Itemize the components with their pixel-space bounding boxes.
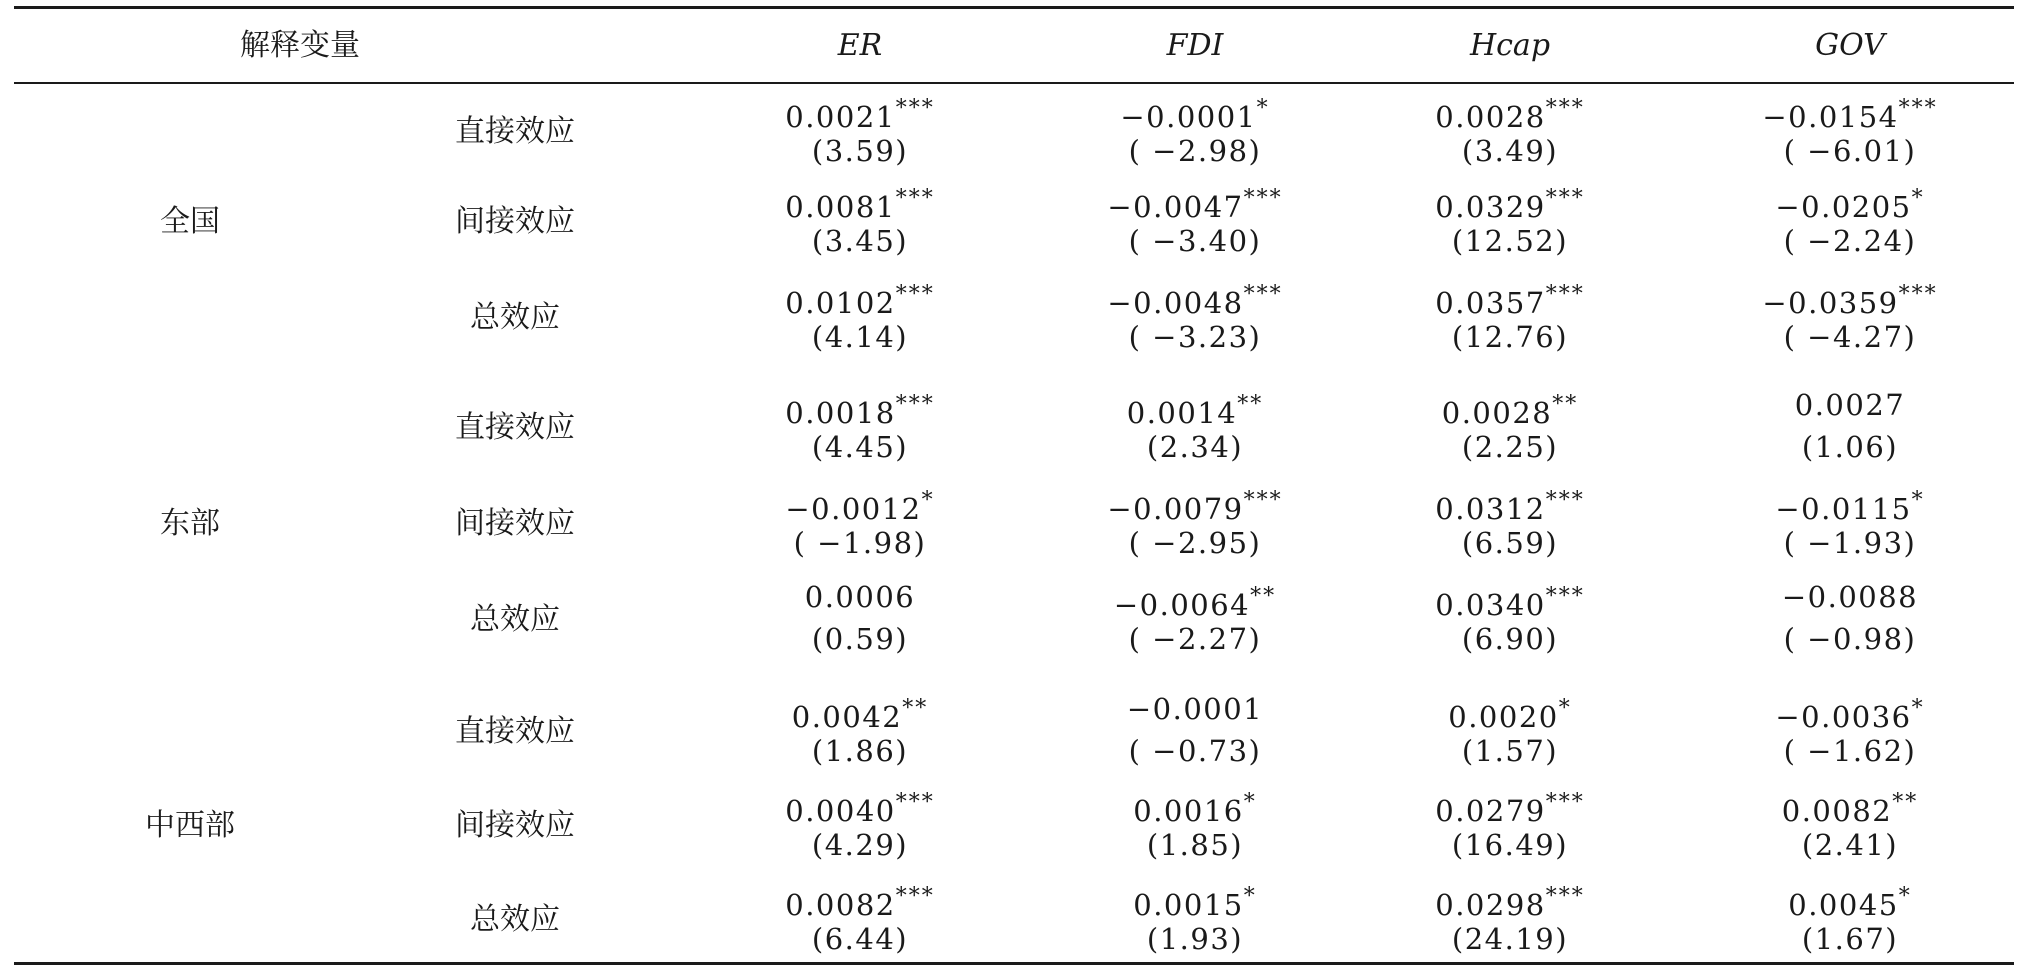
coefficient-number: 0.0027	[1794, 388, 1906, 422]
coefficient-value	[1045, 274, 1345, 320]
coefficient-value	[1045, 688, 1345, 730]
coefficient-value	[1360, 480, 1660, 526]
t-statistic: (1.93)	[1146, 922, 1244, 956]
region-label: 东部	[160, 506, 220, 541]
cell-hcap	[1360, 384, 1660, 468]
coefficient-number: 0.0082	[1781, 794, 1893, 828]
cell-er	[710, 876, 1010, 960]
cell-fdi	[1045, 576, 1345, 660]
cell-fdi	[1045, 88, 1345, 172]
coefficient-number: −0.0359	[1762, 286, 1899, 320]
significance-stars: ***	[895, 282, 935, 307]
t-statistic: (12.76)	[1451, 320, 1569, 354]
coefficient-number: 0.0018	[785, 396, 896, 430]
coefficient-value	[1360, 384, 1660, 430]
significance-stars: *	[1898, 884, 1912, 909]
region-label: 中西部	[145, 808, 235, 843]
t-statistic: (3.59)	[811, 134, 909, 168]
t-statistic: (4.45)	[811, 430, 909, 464]
t-statistic: ( −2.98)	[1128, 134, 1262, 168]
coefficient-number: 0.0102	[785, 286, 896, 320]
coefficient-value	[1045, 480, 1345, 526]
t-statistic: ( −0.73)	[1128, 734, 1262, 768]
cell-fdi	[1045, 274, 1345, 358]
significance-stars: ***	[895, 186, 935, 211]
coefficient-value	[1045, 178, 1345, 224]
coefficient-number: 0.0312	[1435, 492, 1546, 526]
t-statistic: (4.29)	[811, 828, 909, 862]
cell-gov	[1700, 688, 2000, 772]
significance-stars: ***	[1545, 488, 1585, 513]
coefficient-value	[1045, 384, 1345, 430]
coefficient-number: −0.0012	[785, 492, 922, 526]
t-statistic: (6.90)	[1461, 622, 1559, 656]
t-statistic: ( −2.95)	[1128, 526, 1262, 560]
cell-er	[710, 384, 1010, 468]
t-statistic: ( −1.98)	[793, 526, 927, 560]
cell-fdi	[1045, 782, 1345, 866]
coefficient-number: 0.0014	[1126, 396, 1238, 430]
coefficient-number: 0.0081	[785, 190, 896, 224]
coefficient-number: 0.0298	[1435, 888, 1546, 922]
coefficient-number: −0.0064	[1113, 588, 1251, 622]
effect-label: 直接效应	[455, 114, 575, 149]
coefficient-number: 0.0082	[785, 888, 896, 922]
cell-hcap	[1360, 782, 1660, 866]
t-statistic: (1.86)	[811, 734, 909, 768]
coefficient-value	[1045, 782, 1345, 828]
coefficient-number: 0.0020	[1448, 700, 1559, 734]
significance-stars: *	[921, 488, 935, 513]
coefficient-value	[1360, 88, 1660, 134]
cell-er	[710, 480, 1010, 564]
significance-stars: ***	[895, 790, 935, 815]
cell-gov	[1700, 88, 2000, 172]
coefficient-number: 0.0040	[785, 794, 896, 828]
cell-hcap	[1360, 876, 1660, 960]
significance-stars: ***	[1545, 790, 1585, 815]
coefficient-number: 0.0021	[785, 100, 896, 134]
significance-stars: *	[1911, 186, 1925, 211]
coefficient-value	[1700, 782, 2000, 828]
coefficient-value	[1700, 384, 2000, 426]
coefficient-number: 0.0015	[1133, 888, 1244, 922]
t-statistic: (24.19)	[1451, 922, 1569, 956]
coefficient-value	[1360, 876, 1660, 922]
cell-er	[710, 576, 1010, 660]
significance-stars: *	[1243, 790, 1257, 815]
coefficient-number: 0.0028	[1435, 100, 1546, 134]
t-statistic: (4.14)	[811, 320, 909, 354]
coefficient-value	[710, 480, 1010, 526]
coefficient-value	[1700, 480, 2000, 526]
t-statistic: (1.85)	[1146, 828, 1244, 862]
effect-label: 间接效应	[455, 204, 575, 239]
significance-stars: *	[1243, 884, 1257, 909]
significance-stars: ***	[1545, 884, 1585, 909]
coefficient-value	[710, 384, 1010, 430]
cell-hcap	[1360, 576, 1660, 660]
header-col-hcap: Hcap	[1469, 28, 1551, 63]
effect-label: 间接效应	[455, 506, 575, 541]
header-col-er: ER	[837, 28, 883, 63]
significance-stars: **	[1250, 584, 1277, 609]
coefficient-number: −0.0047	[1107, 190, 1244, 224]
coefficient-number: −0.0048	[1107, 286, 1244, 320]
table-top-rule	[14, 6, 2014, 9]
coefficient-value	[1360, 274, 1660, 320]
t-statistic: ( −1.93)	[1783, 526, 1917, 560]
t-statistic: (2.34)	[1146, 430, 1244, 464]
t-statistic: (12.52)	[1451, 224, 1569, 258]
cell-fdi	[1045, 384, 1345, 468]
coefficient-value	[710, 688, 1010, 734]
effect-label: 总效应	[470, 902, 560, 937]
t-statistic: (1.06)	[1801, 430, 1899, 464]
cell-hcap	[1360, 688, 1660, 772]
cell-hcap	[1360, 178, 1660, 262]
significance-stars: *	[1911, 488, 1925, 513]
significance-stars: ***	[1898, 96, 1938, 121]
significance-stars: ***	[1545, 186, 1585, 211]
cell-gov	[1700, 782, 2000, 866]
coefficient-number: 0.0028	[1441, 396, 1553, 430]
cell-er	[710, 782, 1010, 866]
t-statistic: (2.41)	[1801, 828, 1899, 862]
coefficient-number: 0.0329	[1435, 190, 1546, 224]
cell-gov	[1700, 274, 2000, 358]
significance-stars: ***	[1243, 186, 1283, 211]
coefficient-value	[1360, 178, 1660, 224]
significance-stars: **	[1892, 790, 1919, 815]
coefficient-number: 0.0045	[1788, 888, 1899, 922]
t-statistic: (3.45)	[811, 224, 909, 258]
coefficient-number: −0.0001	[1126, 692, 1264, 726]
cell-hcap	[1360, 88, 1660, 172]
significance-stars: ***	[1243, 282, 1283, 307]
cell-gov	[1700, 480, 2000, 564]
table-header-rule	[14, 82, 2014, 84]
effect-label: 直接效应	[455, 714, 575, 749]
significance-stars: ***	[895, 392, 935, 417]
t-statistic: (2.25)	[1461, 430, 1559, 464]
coefficient-number: −0.0115	[1775, 492, 1912, 526]
t-statistic: ( −2.27)	[1128, 622, 1262, 656]
t-statistic: (6.44)	[811, 922, 909, 956]
region-label: 全国	[160, 204, 220, 239]
coefficient-number: 0.0042	[791, 700, 903, 734]
coefficient-number: −0.0001	[1120, 100, 1257, 134]
cell-hcap	[1360, 480, 1660, 564]
header-col-gov: GOV	[1815, 28, 1885, 63]
cell-gov	[1700, 876, 2000, 960]
coefficient-number: −0.0036	[1775, 700, 1912, 734]
coefficient-value	[1700, 178, 2000, 224]
t-statistic: (6.59)	[1461, 526, 1559, 560]
significance-stars: **	[1237, 392, 1264, 417]
coefficient-value	[1700, 876, 2000, 922]
coefficient-value	[1700, 576, 2000, 618]
coefficient-value	[1700, 88, 2000, 134]
cell-fdi	[1045, 688, 1345, 772]
header-explain-var: 解释变量	[240, 28, 360, 63]
t-statistic: ( −4.27)	[1783, 320, 1917, 354]
t-statistic: ( −2.24)	[1783, 224, 1917, 258]
t-statistic: (1.67)	[1801, 922, 1899, 956]
coefficient-number: 0.0279	[1435, 794, 1546, 828]
t-statistic: ( −3.23)	[1128, 320, 1262, 354]
coefficient-value	[710, 88, 1010, 134]
coefficient-number: 0.0357	[1435, 286, 1546, 320]
coefficient-number: 0.0340	[1435, 588, 1546, 622]
cell-er	[710, 274, 1010, 358]
t-statistic: ( −0.98)	[1783, 622, 1917, 656]
effect-label: 直接效应	[455, 410, 575, 445]
effect-label: 间接效应	[455, 808, 575, 843]
significance-stars: ***	[895, 96, 935, 121]
coefficient-value	[710, 576, 1010, 618]
coefficient-value	[710, 274, 1010, 320]
coefficient-value	[710, 782, 1010, 828]
coefficient-number: −0.0088	[1781, 580, 1919, 614]
cell-er	[710, 178, 1010, 262]
t-statistic: ( −6.01)	[1783, 134, 1917, 168]
cell-fdi	[1045, 178, 1345, 262]
significance-stars: ***	[1545, 96, 1585, 121]
t-statistic: (3.49)	[1461, 134, 1559, 168]
t-statistic: ( −3.40)	[1128, 224, 1262, 258]
significance-stars: ***	[1545, 584, 1585, 609]
t-statistic: (0.59)	[811, 622, 909, 656]
coefficient-value	[1700, 274, 2000, 320]
coefficient-number: −0.0079	[1107, 492, 1244, 526]
significance-stars: **	[902, 696, 929, 721]
significance-stars: ***	[1545, 282, 1585, 307]
coefficient-value	[1045, 88, 1345, 134]
coefficient-value	[1360, 782, 1660, 828]
significance-stars: *	[1256, 96, 1270, 121]
significance-stars: ***	[1243, 488, 1283, 513]
effect-label: 总效应	[470, 602, 560, 637]
coefficient-number: −0.0205	[1775, 190, 1912, 224]
coefficient-number: −0.0154	[1762, 100, 1899, 134]
coefficient-number: 0.0016	[1133, 794, 1244, 828]
coefficient-value	[1360, 576, 1660, 622]
cell-gov	[1700, 576, 2000, 660]
header-col-fdi: FDI	[1166, 28, 1224, 63]
cell-hcap	[1360, 274, 1660, 358]
cell-gov	[1700, 384, 2000, 468]
significance-stars: **	[1552, 392, 1579, 417]
coefficient-value	[1045, 876, 1345, 922]
t-statistic: (1.57)	[1461, 734, 1559, 768]
significance-stars: *	[1911, 696, 1925, 721]
coefficient-number: 0.0006	[804, 580, 916, 614]
significance-stars: ***	[1898, 282, 1938, 307]
coefficient-value	[710, 178, 1010, 224]
coefficient-value	[1700, 688, 2000, 734]
cell-fdi	[1045, 876, 1345, 960]
cell-gov	[1700, 178, 2000, 262]
effect-label: 总效应	[470, 300, 560, 335]
cell-er	[710, 88, 1010, 172]
t-statistic: (16.49)	[1451, 828, 1569, 862]
t-statistic: ( −1.62)	[1783, 734, 1917, 768]
cell-fdi	[1045, 480, 1345, 564]
significance-stars: *	[1558, 696, 1572, 721]
coefficient-value	[710, 876, 1010, 922]
coefficient-value	[1360, 688, 1660, 734]
significance-stars: ***	[895, 884, 935, 909]
cell-er	[710, 688, 1010, 772]
table-bottom-rule	[14, 962, 2014, 965]
coefficient-value	[1045, 576, 1345, 622]
